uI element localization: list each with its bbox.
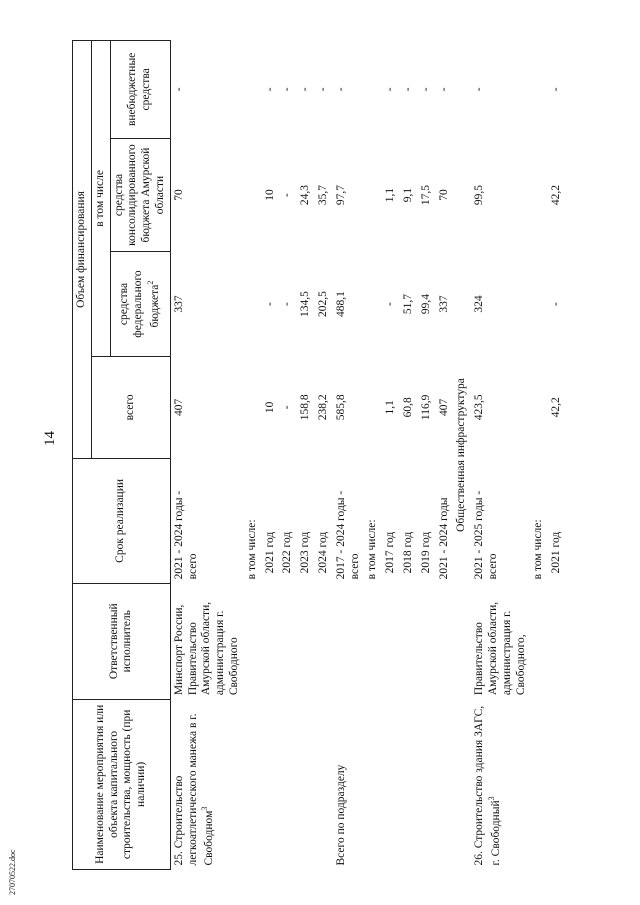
period-cell: 2019 год bbox=[419, 531, 432, 574]
regional-cell: 10 bbox=[263, 189, 276, 201]
period-cell: 2018 год bbox=[401, 531, 414, 574]
executor-cell bbox=[382, 583, 400, 699]
offbudget-cell bbox=[244, 41, 262, 139]
table-row bbox=[244, 41, 262, 870]
period-cell: 2021 - 2025 годы - всего bbox=[473, 490, 499, 580]
federal-cell: - bbox=[263, 302, 276, 306]
total-cell: 238,2 bbox=[316, 394, 329, 421]
regional-cell bbox=[530, 138, 548, 252]
executor-cell bbox=[418, 583, 436, 699]
offbudget-cell: - bbox=[419, 87, 432, 92]
name-cell bbox=[548, 699, 566, 869]
name-cell bbox=[297, 699, 315, 869]
regional-cell: 70 bbox=[437, 189, 450, 201]
name-cell bbox=[262, 699, 280, 869]
period-cell: в том числе: bbox=[532, 519, 545, 580]
offbudget-cell: - bbox=[473, 87, 486, 92]
regional-cell: 35,7 bbox=[316, 184, 329, 206]
offbudget-cell: - bbox=[316, 87, 329, 92]
total-cell bbox=[530, 356, 548, 458]
period-cell: 2021 - 2024 годы bbox=[437, 497, 450, 580]
regional-cell: 42,2 bbox=[550, 184, 563, 206]
header-offbudget: внебюджетные средства bbox=[110, 41, 170, 139]
executor-cell: Правительство Амурской области, администрация г. Свободного, bbox=[473, 601, 527, 696]
table-row bbox=[418, 41, 436, 870]
regional-cell: 1,1 bbox=[384, 187, 397, 203]
regional-cell: 17,5 bbox=[419, 184, 432, 206]
federal-cell: 99,4 bbox=[419, 293, 432, 315]
header-total: всего bbox=[91, 356, 170, 458]
regional-cell: - bbox=[281, 193, 294, 197]
rotated-table-container bbox=[72, 40, 602, 870]
financing-table bbox=[72, 40, 566, 870]
table-row bbox=[262, 41, 280, 870]
federal-cell bbox=[364, 252, 382, 356]
table-row bbox=[333, 41, 365, 870]
total-cell: 423,5 bbox=[473, 394, 486, 421]
executor-cell bbox=[333, 583, 365, 699]
executor-cell bbox=[279, 583, 297, 699]
executor-cell bbox=[436, 583, 454, 699]
offbudget-cell: - bbox=[437, 87, 450, 92]
name-cell bbox=[436, 699, 454, 869]
header-name: Наименование мероприятия или объекта капитального строительства, мощность (при наличии) bbox=[73, 699, 171, 869]
header-regional: средства консолидированного бюджета Амурской области bbox=[110, 138, 170, 252]
total-cell: 116,9 bbox=[419, 394, 432, 421]
offbudget-cell bbox=[530, 41, 548, 139]
table-row bbox=[436, 41, 454, 870]
federal-cell: - bbox=[281, 302, 294, 306]
table-row bbox=[279, 41, 297, 870]
period-cell: 2017 год bbox=[384, 531, 397, 574]
federal-cell: - bbox=[550, 302, 563, 306]
table-row bbox=[297, 41, 315, 870]
total-cell: 585,8 bbox=[334, 394, 347, 421]
total-cell: - bbox=[281, 405, 294, 410]
table-row bbox=[382, 41, 400, 870]
name-cell: 26. Строительство здания ЗАГС, г. Свободный$^3$ bbox=[473, 705, 502, 866]
total-cell: 407 bbox=[172, 398, 185, 416]
regional-cell: 24,3 bbox=[299, 184, 312, 206]
table-row bbox=[170, 41, 243, 870]
table-row bbox=[315, 41, 333, 870]
table-body-public bbox=[471, 41, 566, 870]
offbudget-cell: - bbox=[334, 87, 347, 92]
federal-cell: 337 bbox=[172, 295, 185, 313]
period-cell: 2021 - 2024 годы - всего bbox=[172, 490, 199, 580]
period-cell: 2021 год bbox=[550, 531, 563, 574]
federal-cell bbox=[244, 252, 262, 356]
period-cell: 2023 год bbox=[299, 531, 312, 574]
section-row bbox=[453, 41, 471, 870]
offbudget-cell: - bbox=[550, 87, 563, 92]
header-executor: Ответственный исполнитель bbox=[73, 583, 171, 699]
header-financing: Объем финансирования bbox=[73, 41, 92, 459]
executor-cell bbox=[315, 583, 333, 699]
header-period: Срок реализации bbox=[73, 458, 171, 583]
total-cell: 10 bbox=[263, 401, 276, 414]
table-row bbox=[548, 41, 566, 870]
regional-cell bbox=[364, 138, 382, 252]
offbudget-cell: - bbox=[384, 87, 397, 92]
total-cell: 407 bbox=[437, 398, 450, 416]
total-cell bbox=[244, 356, 262, 458]
name-cell bbox=[382, 699, 400, 869]
name-cell: 25. Строительство легкоатлетического манежа в г. Свободном$^3$ bbox=[172, 713, 216, 866]
header-including: в том числе bbox=[91, 41, 110, 357]
name-cell bbox=[279, 699, 297, 869]
regional-cell: 97,7 bbox=[334, 184, 347, 206]
name-cell bbox=[244, 699, 262, 869]
period-cell: в том числе: bbox=[245, 519, 258, 580]
federal-cell: 337 bbox=[437, 295, 450, 313]
table-row bbox=[400, 41, 418, 870]
total-cell: 60,8 bbox=[401, 397, 414, 418]
table-row bbox=[530, 41, 548, 870]
total-cell: 42,2 bbox=[550, 397, 563, 418]
table-row bbox=[471, 41, 530, 870]
name-cell bbox=[400, 699, 418, 869]
federal-cell: 202,5 bbox=[316, 291, 329, 317]
total-cell: 1,1 bbox=[384, 400, 397, 415]
total-cell bbox=[364, 356, 382, 458]
period-cell: 2021 год bbox=[263, 531, 276, 574]
table-row bbox=[364, 41, 382, 870]
table-body-sport bbox=[170, 41, 453, 870]
federal-cell: 51,7 bbox=[401, 293, 414, 315]
executor-cell bbox=[364, 583, 382, 699]
footnote-mark: 3 bbox=[200, 806, 210, 811]
footnote-mark: 3 bbox=[486, 796, 496, 801]
federal-cell bbox=[530, 252, 548, 356]
offbudget-cell bbox=[364, 41, 382, 139]
executor-cell bbox=[400, 583, 418, 699]
offbudget-cell: - bbox=[263, 87, 276, 92]
regional-cell bbox=[244, 138, 262, 252]
executor-cell: Минспорт России, Правительство Амурской области, администрация г. Свободного bbox=[172, 601, 240, 696]
federal-cell: - bbox=[384, 302, 397, 306]
offbudget-cell: - bbox=[401, 87, 414, 92]
period-cell: 2024 год bbox=[316, 531, 329, 574]
regional-cell: 70 bbox=[172, 189, 185, 201]
period-cell: в том числе: bbox=[366, 519, 379, 580]
executor-cell bbox=[262, 583, 280, 699]
name-cell bbox=[364, 699, 382, 869]
offbudget-cell: - bbox=[299, 87, 312, 92]
name-cell bbox=[315, 699, 333, 869]
federal-cell: 134,5 bbox=[299, 291, 312, 317]
period-cell: 2017 - 2024 годы - всего bbox=[334, 490, 361, 580]
total-cell: 158,8 bbox=[299, 394, 312, 421]
executor-cell bbox=[548, 583, 566, 699]
federal-cell: 488,1 bbox=[334, 291, 347, 317]
section-title: Общественная инфраструктура bbox=[455, 378, 468, 532]
name-cell bbox=[418, 699, 436, 869]
name-cell bbox=[530, 699, 548, 869]
name-cell: Всего по подразделу bbox=[334, 764, 347, 866]
executor-cell bbox=[530, 583, 548, 699]
page-number: 14 bbox=[42, 431, 58, 446]
header-federal: средства федерального бюджета$^2$ bbox=[110, 252, 170, 356]
offbudget-cell: - bbox=[281, 87, 294, 92]
period-cell: 2022 год bbox=[281, 531, 294, 574]
executor-cell bbox=[297, 583, 315, 699]
regional-cell: 9,1 bbox=[401, 187, 414, 203]
regional-cell: 99,5 bbox=[473, 184, 486, 206]
footer-code: 27070522.doc bbox=[8, 849, 17, 895]
federal-cell: 324 bbox=[473, 295, 486, 313]
offbudget-cell: - bbox=[172, 87, 185, 92]
executor-cell bbox=[244, 583, 262, 699]
